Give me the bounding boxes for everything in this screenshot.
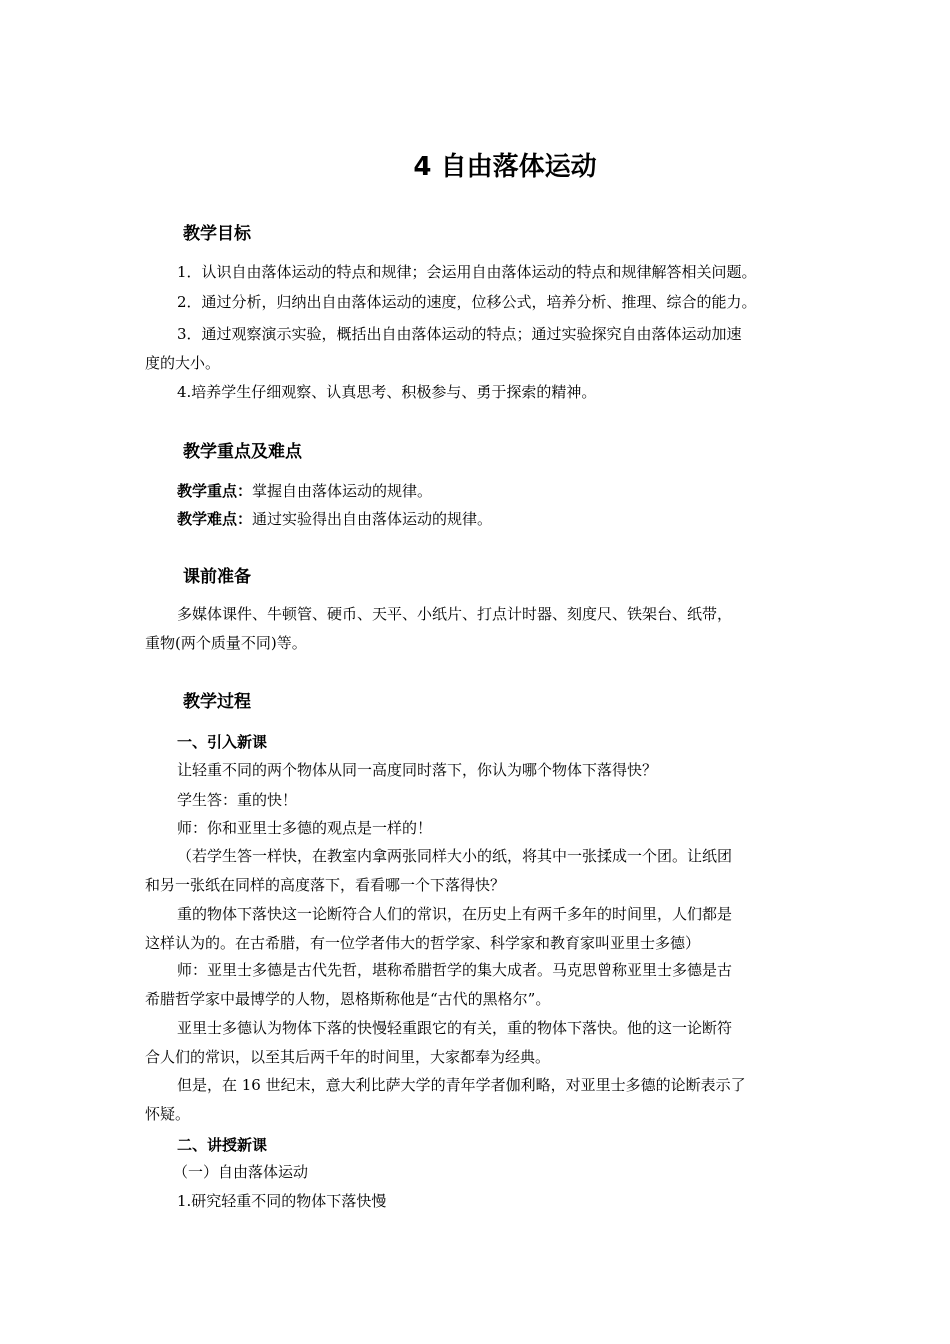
preparation-heading: 课前准备 [183,567,251,587]
s1-paragraph-6 [145,956,825,1014]
page-title: 4 自由落体运动 [413,152,597,182]
objective-3 [145,320,825,378]
s1-paragraph-5 [145,900,825,958]
focus-text: 掌握自由落体运动的规律。 [252,482,433,500]
difficulty-text: 通过实验得出自由落体运动的规律。 [252,510,493,528]
preparation-line2: 重物(两个质量不同)等。 [145,634,307,652]
s1-paragraph-4 [145,842,825,900]
focus-line [177,477,432,506]
section2-heading: 二、讲授新课 [177,1136,268,1154]
objective-2: 2．通过分析，归纳出自由落体运动的速度，位移公式，培养分析、推理、综合的能力。 [177,293,757,311]
preparation-line1: 多媒体课件、牛顿管、硬币、天平、小纸片、打点计时器、刻度尺、铁架台、纸带， [177,605,733,623]
process-heading: 教学过程 [183,692,251,712]
s1-paragraph-8 [145,1071,825,1129]
difficulty-line [177,505,492,534]
difficulty-label: 教学难点： [177,510,253,528]
s1-paragraph-5-line1: 重的物体下落快这一论断符合人们的常识，在历史上有两千多年的时间里，人们都是 [177,905,733,923]
s1-paragraph-8-line1: 但是，在 16 世纪末，意大利比萨大学的青年学者伽利略，对亚里士多德的论断表示了 [177,1076,746,1094]
focus-label: 教学重点： [177,482,253,500]
objectives-heading: 教学目标 [183,224,251,244]
preparation-paragraph [145,600,825,658]
s1-paragraph-5-line2: 这样认为的。在古希腊，有一位学者伟大的哲学家、科学家和教育家叫亚里士多德） [145,934,701,952]
s1-paragraph-3: 师：你和亚里士多德的观点是一样的！ [177,819,433,837]
subsection1-item1: 1.研究轻重不同的物体下落快慢 [177,1192,387,1210]
objective-3-line2: 度的大小。 [145,354,221,372]
s1-paragraph-1: 让轻重不同的两个物体从同一高度同时落下，你认为哪个物体下落得快？ [177,761,658,779]
objective-4: 4.培养学生仔细观察、认真思考、积极参与、勇于探索的精神。 [177,383,597,401]
objective-1: 1．认识自由落体运动的特点和规律；会运用自由落体运动的特点和规律解答相关问题。 [177,263,757,281]
s1-paragraph-6-line1: 师：亚里士多德是古代先哲，堪称希腊哲学的集大成者。马克思曾称亚里士多德是古 [177,961,733,979]
objective-3-line1: 3．通过观察演示实验，概括出自由落体运动的特点；通过实验探究自由落体运动加速 [177,325,742,343]
s1-paragraph-7-line2: 合人们的常识，以至其后两千年的时间里，大家都奉为经典。 [145,1048,551,1066]
s1-paragraph-8-line2: 怀疑。 [145,1105,191,1123]
s1-paragraph-6-line2: 希腊哲学家中最博学的人物，恩格斯称他是“古代的黑格尔”。 [145,990,551,1008]
s1-paragraph-7-line1: 亚里士多德认为物体下落的快慢轻重跟它的有关，重的物体下落快。他的这一论断符 [177,1019,733,1037]
key-points-heading: 教学重点及难点 [183,442,302,462]
subsection1-title: （一）自由落体运动 [173,1163,309,1181]
s1-paragraph-2: 学生答：重的快！ [177,791,298,809]
s1-paragraph-7 [145,1014,825,1072]
s1-paragraph-4-line2: 和另一张纸在同样的高度落下，看看哪一个下落得快？ [145,876,506,894]
s1-paragraph-4-line1: （若学生答一样快，在教室内拿两张同样大小的纸，将其中一张揉成一个团。让纸团 [177,847,733,865]
section1-heading: 一、引入新课 [177,733,268,751]
